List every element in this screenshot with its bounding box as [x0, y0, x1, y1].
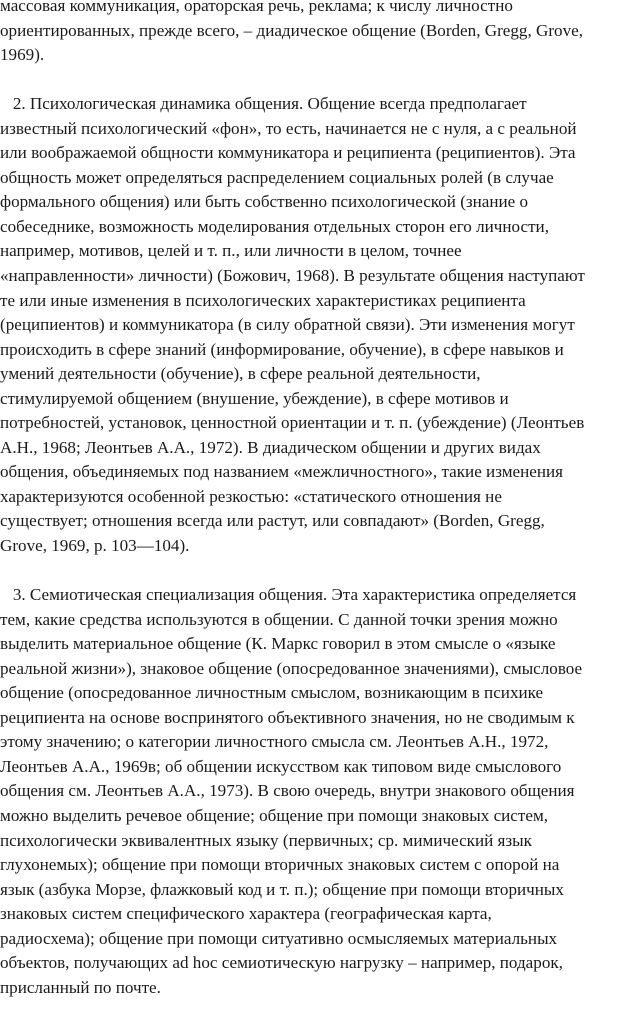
text-line: массовая коммуникация, ораторская речь, реклама; к числу личностно [0, 0, 513, 15]
paragraph-intro [0, 0, 620, 68]
text-line: Grove, 1969, p. 103—104). [0, 535, 190, 555]
text-line: реальной жизни»), знаковое общение (опосредованное значениями), смысловое [0, 658, 583, 678]
text-line: (реципиентов) и коммуникатора (в силу обратной связи). Эти изменения могут [0, 315, 575, 335]
text-line: собеседнике, возможность моделирования отдельных сторон его личности, [0, 216, 549, 236]
text-line: радиосхема); общение при помощи ситуативно осмысляемых материальных [0, 928, 558, 948]
text-line: общения, объединяемых под названием «межличностного», такие изменения [0, 462, 564, 482]
text-line: знаковых систем специфического характера (географическая карта, [0, 904, 492, 924]
text-line: формального общения) или быть собственно психологической (знание о [0, 192, 529, 212]
text-line: объектов, получающих ad hoc семиотическую нагрузку – например, подарок, [0, 953, 563, 973]
text-line: общность может определяться распределением социальных ролей (в случае [0, 167, 554, 187]
text-line: этому значению; о категории личностного смысла см. Леонтьев А.Н., 1972, [0, 732, 549, 752]
text-line: 3. Семиотическая специализация общения. Эта характеристика определяется [0, 585, 577, 605]
text-line: известный психологический «фон», то есть, начинается не с нуля, а с реальной [0, 118, 577, 138]
text-line: те или иные изменения в психологических характеристиках реципиента [0, 290, 526, 310]
paragraph-psychological-dynamics [0, 92, 620, 558]
text-line: тем, какие средства используются в общении. С данной точки зрения можно [0, 609, 558, 629]
text-line: происходить в сфере знаний (информирование, обучение), в сфере навыков и [0, 339, 564, 359]
text-line: 2. Психологическая динамика общения. Общение всегда предполагает [0, 94, 527, 114]
text-line: глухонемых); общение при помощи вторичных знаковых систем с опорой на [0, 855, 560, 875]
text-line: психологически эквивалентных языку (первичных; ср. мимический язык [0, 830, 532, 850]
text-line: умений деятельности (обучение), в сфере реальной деятельности, [0, 364, 481, 384]
text-line: например, мотивов, целей и т. п., или личности в целом, точнее [0, 241, 462, 261]
text-line: присланный по почте. [0, 977, 161, 997]
text-line: общение (опосредованное личностным смыслом, возникающим в психике [0, 683, 544, 703]
text-line: характеризуются особенной резкостью: «статического отношения не [0, 486, 502, 506]
text-line: Леонтьев А.А., 1969в; об общении искусством как типовом виде смыслового [0, 756, 562, 776]
text-line: общения см. Леонтьев А.А., 1973). В свою очередь, внутри знакового общения [0, 781, 575, 801]
text-line: или воображаемой общности коммуникатора и реципиента (реципиентов). Эта [0, 143, 576, 163]
paragraph-semiotic-specialization [0, 583, 620, 1000]
text-line: можно выделить речевое общение; общение при помощи знаковых систем, [0, 805, 549, 825]
text-line: стимулируемой общением (внушение, убеждение), в сфере мотивов и [0, 388, 509, 408]
text-line: существует; отношения всегда или растут, или совпадают» (Borden, Gregg, [0, 511, 545, 531]
text-line: язык (азбука Морзе, флажковый код и т. п.); общение при помощи вторичных [0, 879, 564, 899]
text-line: «направленности» личности) (Божович, 1968). В результате общения наступают [0, 265, 585, 285]
text-line: 1969). [0, 45, 45, 65]
text-line: выделить материальное общение (К. Маркс говорил в этом смысле о «языке [0, 634, 556, 654]
text-line: А.Н., 1968; Леонтьев А.А., 1972). В диадическом общении и других видах [0, 437, 541, 457]
text-line: реципиента на основе воспринятого объективного значения, но не сводимым к [0, 707, 575, 727]
text-line: потребностей, установок, ценностной ориентации и т. п. (убеждение) (Леонтьев [0, 413, 585, 433]
text-line: ориентированных, прежде всего, – диадическое общение (Borden, Gregg, Grove, [0, 20, 583, 40]
